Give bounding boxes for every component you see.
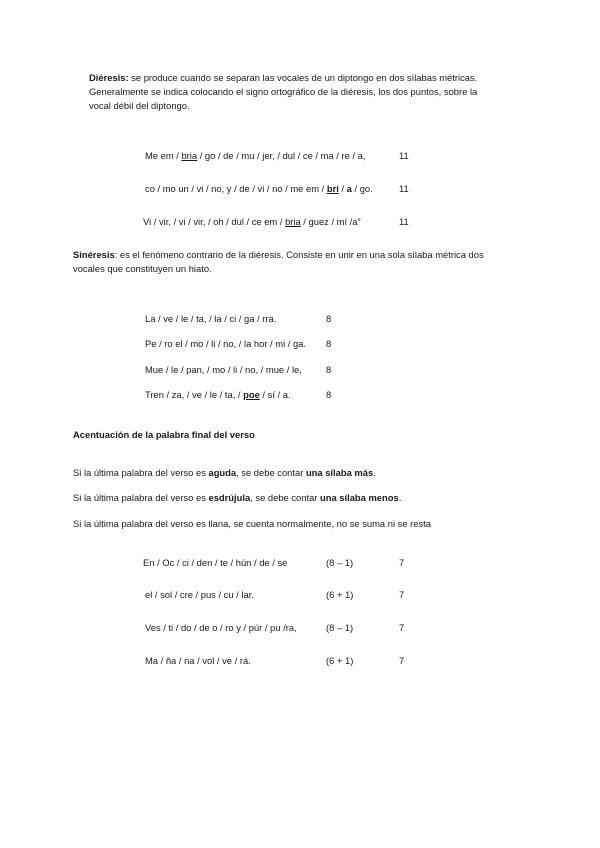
sineresis-line-1: Sinéresis: es el fenómeno contrario de la diéresis. Consiste en unir en una sola sílaba métrica dos — [73, 249, 484, 260]
sineresis-paragraph — [73, 248, 533, 276]
accent-calc-3: (8 – 1) — [326, 622, 354, 633]
accent-heading: Acentuación de la palabra final del verso — [73, 429, 255, 440]
accent-calc-2: (6 + 1) — [326, 589, 354, 600]
dieresis-verse-3: Vi / vir, / vi / vir, / oh / dul / ce em / bria / guez / mí /a” — [143, 216, 361, 227]
dieresis-paragraph — [89, 71, 529, 113]
dieresis-line-3: vocal débil del diptongo. — [89, 100, 190, 111]
accent-verse-4: Ma / ña / na / vol / ve / rá. — [145, 655, 251, 666]
dieresis-line-1: Diéresis: se produce cuando se separan las vocales de un diptongo en dos sílabas métricas. — [89, 72, 478, 83]
sineresis-count-3: 8 — [326, 364, 332, 375]
accent-calc-1: (8 – 1) — [326, 557, 354, 568]
sineresis-line-2: vocales que constituyen un hiato. — [73, 263, 212, 274]
accent-verse-3: Ves / ti / do / de o / ro y / púr / pu /ra, — [145, 622, 297, 633]
accent-rule-llana: Si la última palabra del verso es llana, se cuenta normalmente, no se suma ni se resta — [73, 518, 431, 529]
accent-calc-4: (6 + 1) — [326, 655, 354, 666]
sineresis-term: Sinéresis — [73, 249, 115, 260]
dieresis-verse-2: co / mo un / vi / no, y / de / vi / no / me em / bri / a / go. — [145, 183, 373, 194]
dieresis-line-2: Generalmente se indica colocando el signo ortográfico de la diéresis, los dos puntos, sobre la — [89, 86, 478, 97]
dieresis-term: Diéresis: — [89, 72, 129, 83]
accent-rule-aguda: Si la última palabra del verso es aguda, se debe contar una sílaba más. — [73, 467, 376, 478]
sineresis-verse-2: Pe / ro el / mo / li / no, / la hor / mi / ga. — [145, 338, 307, 349]
sineresis-count-2: 8 — [326, 338, 332, 349]
sineresis-verse-4: Tren / za, / ve / le / ta, / poe / sí / a. — [145, 389, 291, 400]
dieresis-count-2: 11 — [399, 183, 409, 194]
accent-count-3: 7 — [399, 622, 405, 633]
sineresis-verse-1: La / ve / le / ta, / la / ci / ga / rra. — [145, 313, 277, 324]
dieresis-count-3: 11 — [399, 216, 409, 227]
dieresis-count-1: 11 — [399, 150, 409, 161]
sineresis-verse-3: Mue / le / pan, / mo / li / no, / mue / le, — [145, 364, 302, 375]
sineresis-count-4: 8 — [326, 389, 332, 400]
accent-verse-2: el / sol / cre / pus / cu / lar. — [145, 589, 254, 600]
accent-count-2: 7 — [399, 589, 405, 600]
dieresis-verse-1: Me em / bria / go / de / mu / jer, / dul / ce / ma / re / a, — [145, 150, 366, 161]
accent-count-4: 7 — [399, 655, 405, 666]
accent-count-1: 7 — [399, 557, 405, 568]
sineresis-count-1: 8 — [326, 313, 332, 324]
accent-verse-1: En / Oc / ci / den / te / hún / de / se — [143, 557, 288, 568]
accent-rule-esdrujula: Si la última palabra del verso es esdrújula, se debe contar una sílaba menos. — [73, 492, 402, 503]
